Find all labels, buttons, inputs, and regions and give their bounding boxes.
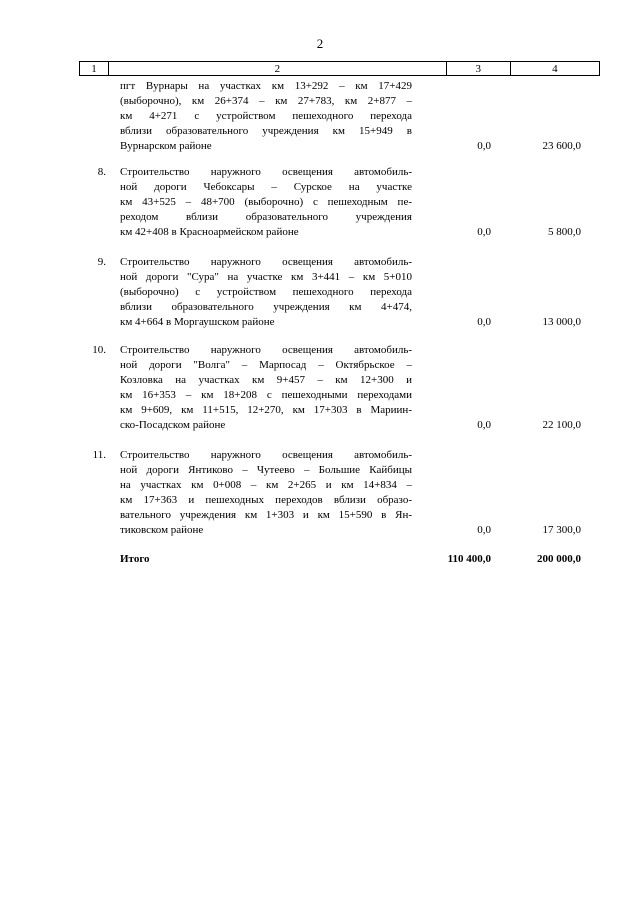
description-line: км 9+609, км 11+515, 12+270, км 17+303 в Мариин- <box>120 404 412 416</box>
description-line: ной дороги Чебоксары – Сурское на участке <box>120 181 412 193</box>
description-line: тиковском районе <box>120 524 204 536</box>
description-line: ско-Посадском районе <box>120 419 226 431</box>
row-description <box>120 255 412 330</box>
description-line: на участках км 0+008 – км 2+265 и км 14+834 – <box>120 479 412 491</box>
total-col-3: 110 400,0 <box>447 553 491 565</box>
description-line: Строительство наружного освещения автомобиль- <box>120 449 412 461</box>
description-line: вблизи образовательного учреждения км 4+474, <box>120 301 412 313</box>
row-col-3-value: 0,0 <box>477 140 491 152</box>
description-line: км 16+353 – км 18+208 с пешеходными переходами <box>120 389 412 401</box>
row-col-4-value: 23 600,0 <box>542 140 581 152</box>
description-line: (выборочно), км 26+374 – км 27+783, км 2+877 – <box>120 95 412 107</box>
total-col-4: 200 000,0 <box>537 553 581 565</box>
description-line: Козловка на участках км 9+457 – км 12+300 и <box>120 374 412 386</box>
description-line: км 42+408 в Красноармейском районе <box>120 226 299 238</box>
row-col-4-value: 22 100,0 <box>542 419 581 431</box>
total-label: Итого <box>120 553 150 565</box>
description-line: вательного учреждения км 1+303 и км 15+590 в Ян- <box>120 509 412 521</box>
row-description <box>120 79 412 154</box>
row-number: 10. <box>92 344 106 356</box>
description-line: км 17+363 и пешеходных переходов вблизи образо- <box>120 494 412 506</box>
row-col-4-value: 5 800,0 <box>548 226 581 238</box>
page-number: 2 <box>316 36 324 51</box>
description-line: Вурнарском районе <box>120 140 212 152</box>
description-line: ной дороги Янтиково – Чутеево – Большие Кайбицы <box>120 464 412 476</box>
row-col-3-value: 0,0 <box>477 524 491 536</box>
row-col-4-value: 17 300,0 <box>542 524 581 536</box>
table-header <box>79 61 600 76</box>
header-col-4: 4 <box>510 62 599 76</box>
row-description <box>120 343 412 433</box>
row-number: 8. <box>97 166 106 178</box>
header-col-1: 1 <box>80 62 109 76</box>
description-line: Строительство наружного освещения автомобиль- <box>120 256 412 268</box>
row-number: 9. <box>97 256 106 268</box>
row-col-3-value: 0,0 <box>477 419 491 431</box>
row-col-4-value: 13 000,0 <box>542 316 581 328</box>
header-col-3: 3 <box>446 62 510 76</box>
description-line: Строительство наружного освещения автомобиль- <box>120 344 412 356</box>
description-line: реходом вблизи образовательного учреждения <box>120 211 412 223</box>
description-line: ной дороги "Сура" на участке км 3+441 – км 5+010 <box>120 271 412 283</box>
description-line: вблизи образовательного учреждения км 15+949 в <box>120 125 412 137</box>
description-line: пгт Вурнары на участках км 13+292 – км 17+429 <box>120 80 412 92</box>
row-col-3-value: 0,0 <box>477 226 491 238</box>
description-line: ной дороги "Волга" – Марпосад – Октябрьское – <box>120 359 412 371</box>
description-line: км 4+271 с устройством пешеходного перехода <box>120 110 412 122</box>
description-line: км 43+525 – 48+700 (выборочно) с пешеходным пе- <box>120 196 412 208</box>
row-col-3-value: 0,0 <box>477 316 491 328</box>
description-line: (выборочно) с устройством пешеходного перехода <box>120 286 412 298</box>
header-col-2: 2 <box>109 62 447 76</box>
row-description <box>120 165 412 240</box>
row-number: 11. <box>92 449 106 461</box>
description-line: км 4+664 в Моргаушском районе <box>120 316 275 328</box>
description-line: Строительство наружного освещения автомобиль- <box>120 166 412 178</box>
row-description <box>120 448 412 538</box>
